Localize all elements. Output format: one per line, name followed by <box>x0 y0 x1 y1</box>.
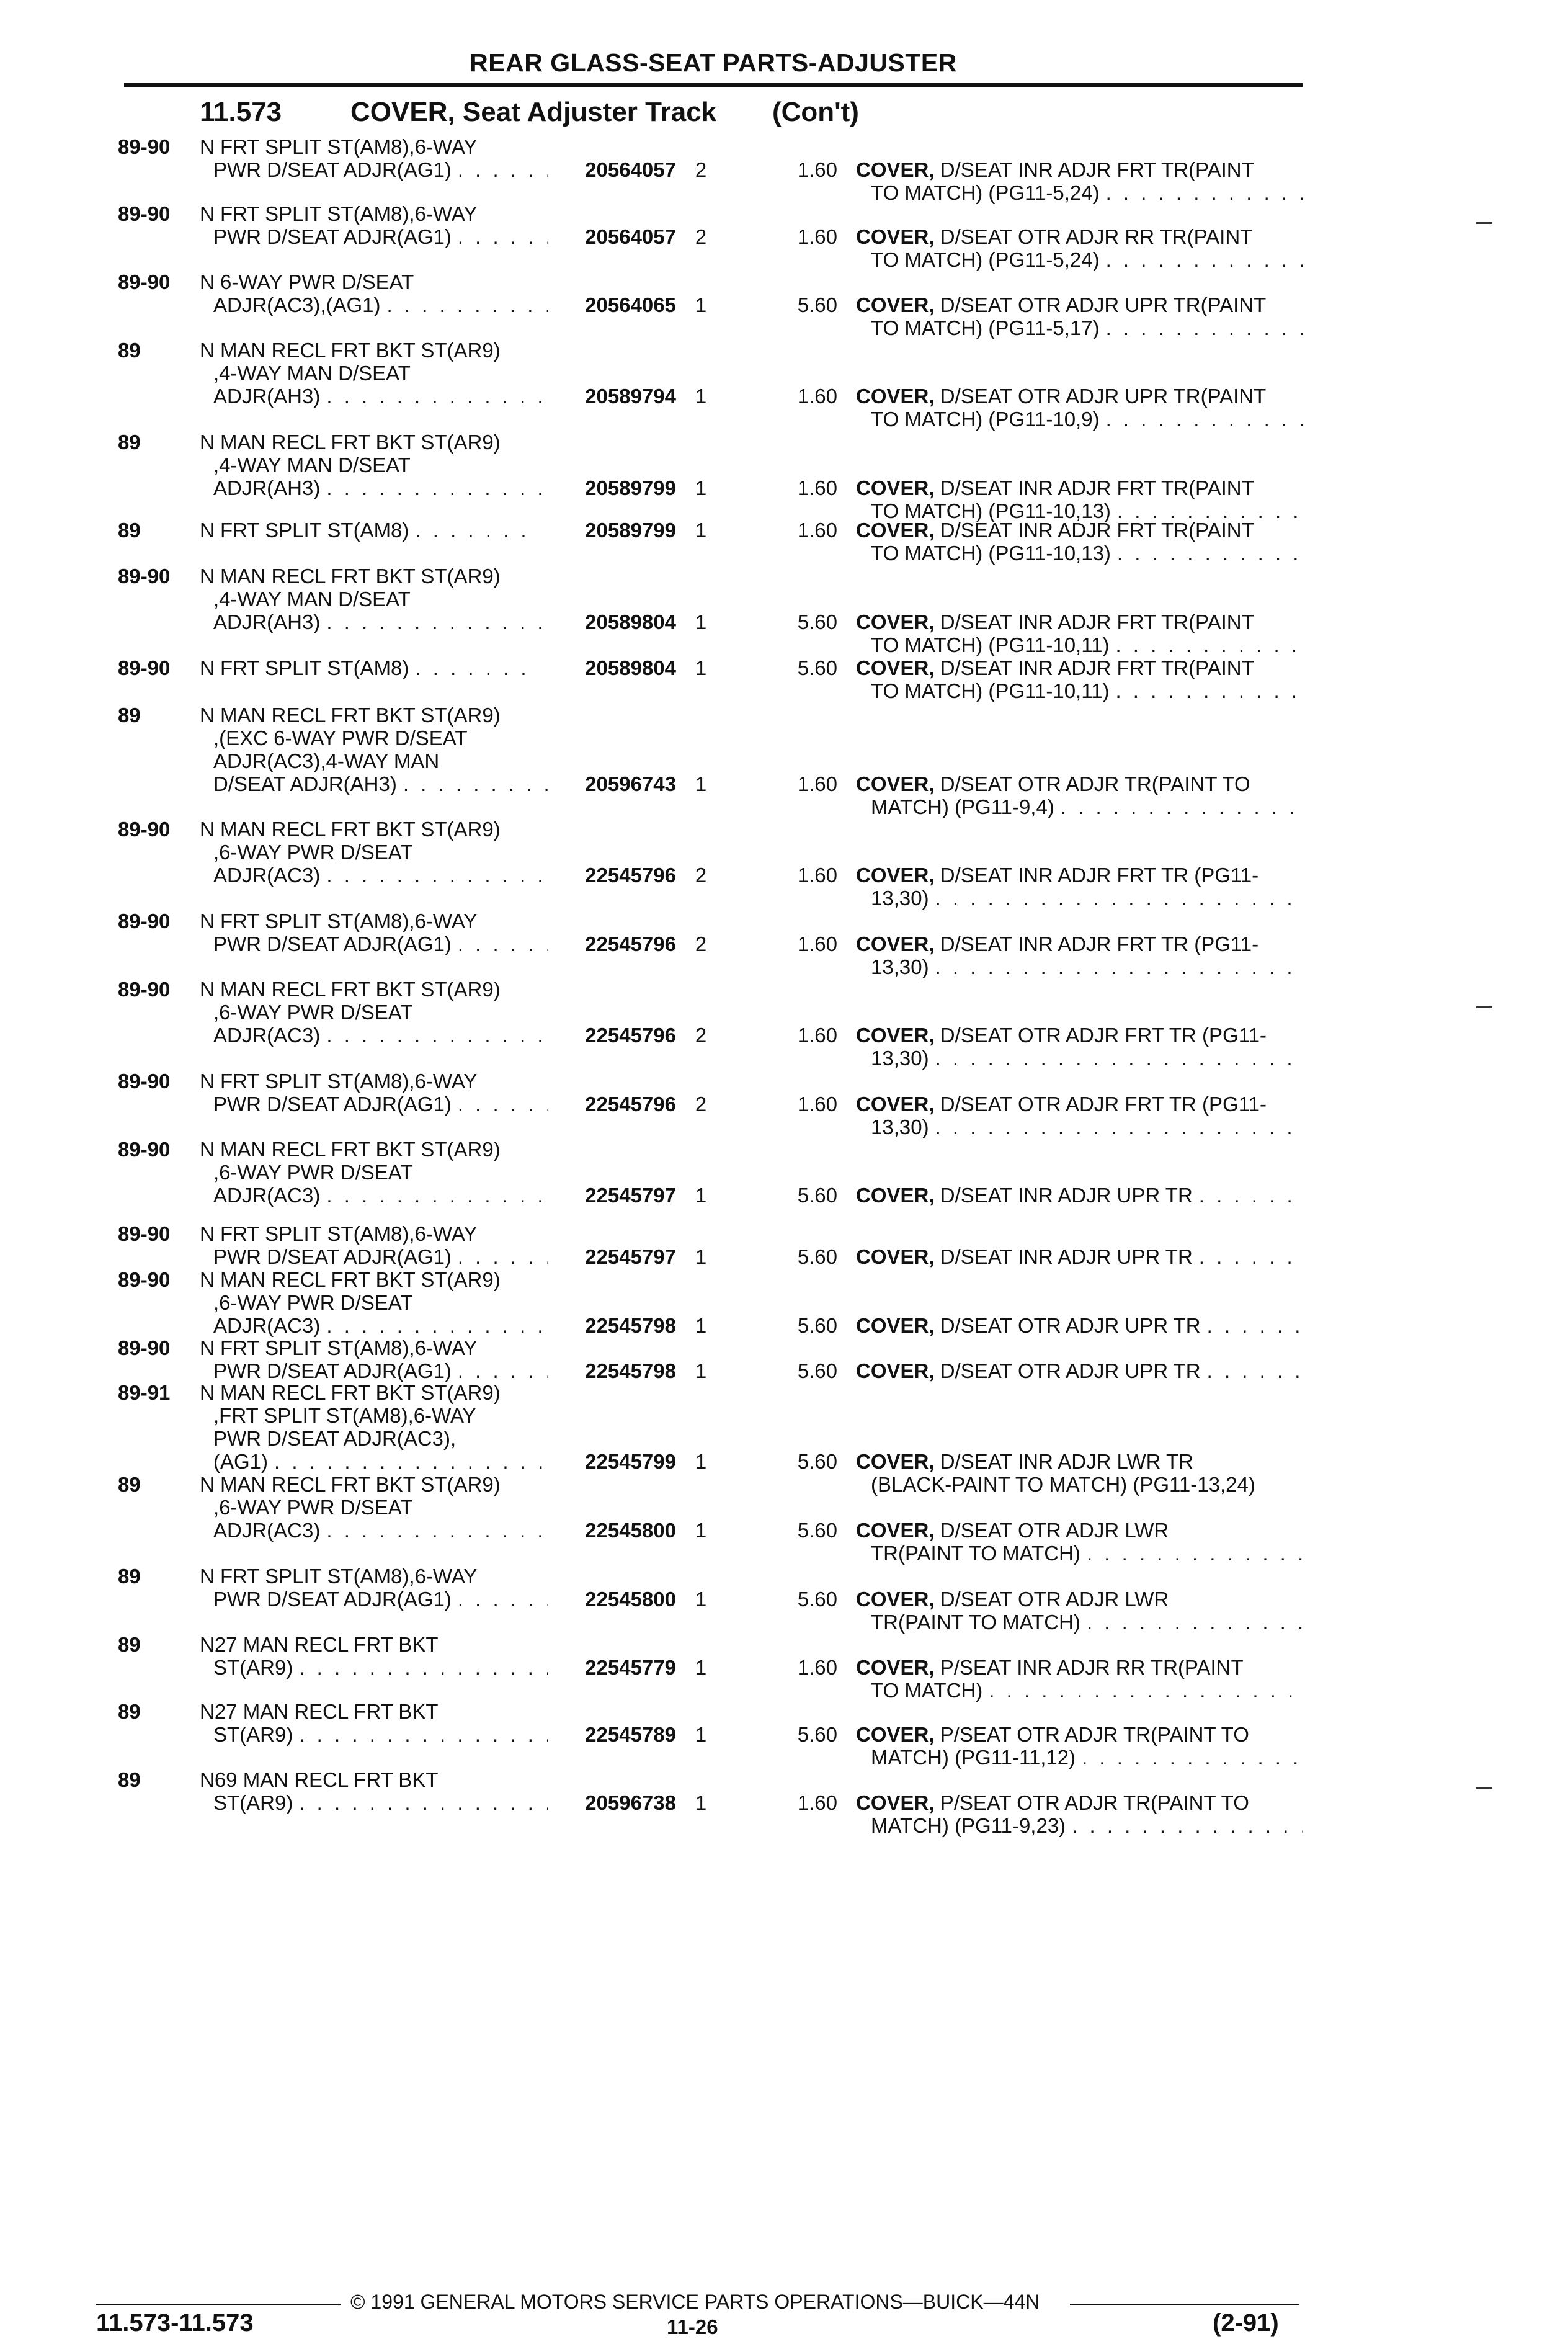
application-line: ADJR(AH3) <box>213 610 321 633</box>
description-line: TO MATCH) (PG11-5,24) <box>871 248 1100 271</box>
application-line: N FRT SPLIT ST(AM8),6-WAY <box>200 202 478 225</box>
footer-section-range: 11.573-11.573 <box>96 2309 254 2337</box>
application-line: D/SEAT ADJR(AH3) <box>213 772 397 795</box>
price: 1.60 <box>797 1656 837 1679</box>
quantity: 1 <box>695 519 707 542</box>
model-year: 89-90 <box>118 1268 171 1291</box>
model-year: 89-90 <box>118 202 171 225</box>
description-line: MATCH) (PG11-9,23) <box>871 1814 1066 1837</box>
margin-mark <box>1476 1787 1492 1789</box>
leader-dots <box>935 1116 1303 1138</box>
application-line: ADJR(AC3) <box>213 1519 321 1542</box>
quantity: 1 <box>695 1791 707 1814</box>
leader-dots <box>326 1024 548 1047</box>
model-year: 89-90 <box>118 978 171 1001</box>
application-line: ,(EXC 6-WAY PWR D/SEAT <box>213 727 468 749</box>
quantity: 1 <box>695 610 707 633</box>
application-line: N MAN RECL FRT BKT ST(AR9) <box>200 1138 501 1161</box>
part-number: 20596743 <box>585 772 676 795</box>
part-description <box>856 932 1315 978</box>
description-line: COVER, D/SEAT INR ADJR FRT TR(PAINT <box>856 476 1254 499</box>
part-description <box>856 293 1315 339</box>
part-description <box>856 519 1315 565</box>
application-line: N FRT SPLIT ST(AM8),6-WAY <box>200 1222 478 1245</box>
description-line: COVER, P/SEAT OTR ADJR TR(PAINT TO <box>856 1791 1249 1814</box>
model-year: 89-91 <box>118 1381 171 1404</box>
model-year: 89 <box>118 431 141 454</box>
leader-dots <box>1072 1814 1303 1837</box>
price: 5.60 <box>797 1359 837 1382</box>
description-line: COVER, D/SEAT OTR ADJR UPR TR <box>856 1314 1201 1337</box>
part-number: 20589804 <box>585 656 676 679</box>
part-number: 22545799 <box>585 1450 676 1473</box>
application-line: ,6-WAY PWR D/SEAT <box>213 1291 413 1314</box>
part-number: 22545798 <box>585 1359 676 1382</box>
model-year: 89 <box>118 1768 141 1791</box>
quantity: 1 <box>695 1656 707 1679</box>
description-line: COVER, D/SEAT INR ADJR FRT TR(PAINT <box>856 519 1254 542</box>
leader-dots <box>1207 1359 1303 1382</box>
leader-dots <box>458 932 548 955</box>
leader-dots <box>935 887 1303 910</box>
application-line: ADJR(AH3) <box>213 385 321 408</box>
description-line: MATCH) (PG11-9,4) <box>871 795 1054 818</box>
leader-dots <box>299 1723 548 1746</box>
leader-dots <box>458 1093 548 1116</box>
price: 5.60 <box>797 610 837 633</box>
leader-dots <box>1106 248 1303 271</box>
description-line: COVER, D/SEAT INR ADJR UPR TR <box>856 1245 1193 1268</box>
application-line: N MAN RECL FRT BKT ST(AR9) <box>200 818 501 841</box>
description-line: COVER, D/SEAT OTR ADJR FRT TR (PG11- <box>856 1093 1267 1116</box>
leader-dots <box>415 656 535 679</box>
application-line: N MAN RECL FRT BKT ST(AR9) <box>200 339 501 362</box>
description-line: 13,30) <box>871 1047 929 1070</box>
description-line: COVER, D/SEAT OTR ADJR RR TR(PAINT <box>856 225 1253 248</box>
quantity: 2 <box>695 932 707 955</box>
leader-dots <box>458 1588 548 1611</box>
page-title: REAR GLASS-SEAT PARTS-ADJUSTER <box>470 48 957 77</box>
description-line: (BLACK-PAINT TO MATCH) (PG11-13,24) <box>871 1473 1255 1496</box>
description-line: COVER, D/SEAT INR ADJR FRT TR(PAINT <box>856 656 1254 679</box>
leader-dots <box>1087 1611 1303 1634</box>
application-line: N FRT SPLIT ST(AM8),6-WAY <box>200 1565 478 1588</box>
application-line: N 6-WAY PWR D/SEAT <box>200 271 414 293</box>
leader-dots <box>326 864 548 887</box>
leader-dots <box>1115 633 1303 656</box>
description-line: COVER, D/SEAT INR ADJR FRT TR (PG11- <box>856 932 1259 955</box>
application-line: N MAN RECL FRT BKT ST(AR9) <box>200 1268 501 1291</box>
leader-dots <box>1115 679 1303 702</box>
application-line: ,4-WAY MAN D/SEAT <box>213 588 411 610</box>
leader-dots <box>1106 408 1303 431</box>
quantity: 2 <box>695 1024 707 1047</box>
application-line: N FRT SPLIT ST(AM8),6-WAY <box>200 135 478 158</box>
part-number: 20589794 <box>585 385 676 408</box>
quantity: 2 <box>695 864 707 887</box>
price: 5.60 <box>797 656 837 679</box>
footer-copyright: © 1991 GENERAL MOTORS SERVICE PARTS OPERATIONS—BUICK—44N <box>350 2291 1040 2313</box>
application-line: N MAN RECL FRT BKT ST(AR9) <box>200 565 501 588</box>
price: 1.60 <box>797 932 837 955</box>
description-line: COVER, D/SEAT OTR ADJR LWR <box>856 1519 1169 1542</box>
price: 1.60 <box>797 1024 837 1047</box>
part-number: 20564057 <box>585 158 676 181</box>
part-number: 22545779 <box>585 1656 676 1679</box>
description-line: COVER, D/SEAT INR ADJR FRT TR(PAINT <box>856 158 1254 181</box>
application-line: N FRT SPLIT ST(AM8),6-WAY <box>200 910 478 932</box>
quantity: 1 <box>695 656 707 679</box>
description-line: COVER, D/SEAT INR ADJR UPR TR <box>856 1184 1193 1207</box>
leader-dots <box>274 1450 548 1473</box>
part-number: 20564057 <box>585 225 676 248</box>
quantity: 1 <box>695 1184 707 1207</box>
description-line: TR(PAINT TO MATCH) <box>871 1542 1080 1565</box>
leader-dots <box>299 1791 548 1814</box>
leader-dots <box>458 1245 548 1268</box>
leader-dots <box>1199 1245 1303 1268</box>
price: 5.60 <box>797 1519 837 1542</box>
leader-dots <box>326 1184 548 1207</box>
application-line: N FRT SPLIT ST(AM8) <box>200 656 409 679</box>
part-number: 22545797 <box>585 1184 676 1207</box>
model-year: 89 <box>118 1565 141 1588</box>
description-line: 13,30) <box>871 887 929 910</box>
part-number: 22545789 <box>585 1723 676 1746</box>
application-line: PWR D/SEAT ADJR(AG1) <box>213 1093 452 1116</box>
header-rule <box>124 83 1303 87</box>
quantity: 1 <box>695 1519 707 1542</box>
description-line: COVER, D/SEAT INR ADJR FRT TR(PAINT <box>856 610 1254 633</box>
part-description <box>856 1093 1315 1138</box>
model-year: 89-90 <box>118 1222 171 1245</box>
part-number: 22545798 <box>585 1314 676 1337</box>
footer-page-number: 11-26 <box>667 2315 718 2338</box>
quantity: 1 <box>695 1450 707 1473</box>
quantity: 2 <box>695 225 707 248</box>
application-line: ADJR(AC3) <box>213 1314 321 1337</box>
description-line: COVER, D/SEAT OTR ADJR UPR TR(PAINT <box>856 385 1267 408</box>
description-line: TO MATCH) (PG11-10,11) <box>871 679 1110 702</box>
quantity: 1 <box>695 476 707 499</box>
model-year: 89-90 <box>118 135 171 158</box>
application-line: N MAN RECL FRT BKT ST(AR9) <box>200 704 501 727</box>
part-description <box>856 864 1315 910</box>
section-title: COVER, Seat Adjuster Track <box>350 97 717 127</box>
application-line: ADJR(AC3) <box>213 1184 321 1207</box>
description-line: COVER, D/SEAT OTR ADJR UPR TR <box>856 1359 1201 1382</box>
application-line: PWR D/SEAT ADJR(AG1) <box>213 225 452 248</box>
price: 1.60 <box>797 1791 837 1814</box>
part-description <box>856 1519 1315 1565</box>
part-description <box>856 225 1315 271</box>
price: 1.60 <box>797 1093 837 1116</box>
model-year: 89 <box>118 519 141 542</box>
leader-dots <box>403 772 548 795</box>
price: 1.60 <box>797 385 837 408</box>
description-line: COVER, D/SEAT OTR ADJR LWR <box>856 1588 1169 1611</box>
application-line: ADJR(AC3) <box>213 864 321 887</box>
price: 5.60 <box>797 1588 837 1611</box>
description-line: TO MATCH) (PG11-10,13) <box>871 542 1111 565</box>
application-line: N27 MAN RECL FRT BKT <box>200 1633 439 1656</box>
leader-dots <box>415 519 535 542</box>
margin-mark <box>1476 222 1492 224</box>
part-description <box>856 1791 1315 1837</box>
model-year: 89 <box>118 1473 141 1496</box>
application-line: ,6-WAY PWR D/SEAT <box>213 1001 413 1024</box>
footer-rule-right <box>1070 2304 1299 2305</box>
application-line: N MAN RECL FRT BKT ST(AR9) <box>200 1473 501 1496</box>
price: 1.60 <box>797 476 837 499</box>
continued-label: (Con't) <box>772 97 859 127</box>
leader-dots <box>326 385 548 408</box>
description-line: COVER, D/SEAT INR ADJR FRT TR (PG11- <box>856 864 1259 887</box>
model-year: 89 <box>118 1700 141 1723</box>
application-line: ADJR(AC3),4-WAY MAN <box>213 749 440 772</box>
part-description <box>856 610 1315 656</box>
footer-revision-date: (2-91) <box>1213 2309 1279 2337</box>
part-description <box>856 1314 1315 1337</box>
model-year: 89-90 <box>118 1336 171 1359</box>
model-year: 89 <box>118 339 141 362</box>
model-year: 89-90 <box>118 565 171 588</box>
application-line: N FRT SPLIT ST(AM8),6-WAY <box>200 1336 478 1359</box>
application-line: ,4-WAY MAN D/SEAT <box>213 454 411 476</box>
leader-dots <box>935 1047 1303 1070</box>
part-description <box>856 772 1315 818</box>
part-number: 22545796 <box>585 932 676 955</box>
part-description <box>856 1450 1315 1496</box>
leader-dots <box>458 1359 548 1382</box>
description-line: COVER, D/SEAT OTR ADJR FRT TR (PG11- <box>856 1024 1267 1047</box>
application-line: N MAN RECL FRT BKT ST(AR9) <box>200 431 501 454</box>
application-line: PWR D/SEAT ADJR(AG1) <box>213 158 452 181</box>
part-description <box>856 1024 1315 1070</box>
part-description <box>856 1588 1315 1634</box>
part-description <box>856 476 1315 522</box>
application-line: PWR D/SEAT ADJR(AC3), <box>213 1427 457 1450</box>
part-number: 20564065 <box>585 293 676 316</box>
quantity: 1 <box>695 293 707 316</box>
price: 5.60 <box>797 1245 837 1268</box>
description-line: TO MATCH) (PG11-10,11) <box>871 633 1110 656</box>
quantity: 1 <box>695 1314 707 1337</box>
price: 1.60 <box>797 225 837 248</box>
part-number: 20589799 <box>585 519 676 542</box>
price: 1.60 <box>797 864 837 887</box>
application-line: ,FRT SPLIT ST(AM8),6-WAY <box>213 1404 476 1427</box>
part-number: 22545800 <box>585 1588 676 1611</box>
application-line: N MAN RECL FRT BKT ST(AR9) <box>200 978 501 1001</box>
application-line: (AG1) <box>213 1450 269 1473</box>
description-line: TO MATCH) (PG11-10,9) <box>871 408 1100 431</box>
application-line: PWR D/SEAT ADJR(AG1) <box>213 932 452 955</box>
description-line: COVER, D/SEAT OTR ADJR TR(PAINT TO <box>856 772 1250 795</box>
leader-dots <box>1207 1314 1303 1337</box>
price: 5.60 <box>797 1450 837 1473</box>
leader-dots <box>458 225 548 248</box>
description-line: COVER, D/SEAT OTR ADJR UPR TR(PAINT <box>856 293 1267 316</box>
price: 5.60 <box>797 293 837 316</box>
application-line: N27 MAN RECL FRT BKT <box>200 1700 439 1723</box>
description-line: TO MATCH) (PG11-10,13) <box>871 499 1111 522</box>
description-line: MATCH) (PG11-11,12) <box>871 1746 1076 1769</box>
part-description <box>856 1359 1315 1382</box>
part-number: 22545796 <box>585 1024 676 1047</box>
description-line: TO MATCH) <box>871 1679 983 1702</box>
part-description <box>856 1723 1315 1769</box>
part-description <box>856 385 1315 431</box>
leader-dots <box>326 1314 548 1337</box>
model-year: 89 <box>118 1633 141 1656</box>
price: 5.60 <box>797 1184 837 1207</box>
description-line: TO MATCH) (PG11-5,24) <box>871 181 1100 204</box>
application-line: ADJR(AC3) <box>213 1024 321 1047</box>
leader-dots <box>1199 1184 1303 1207</box>
quantity: 1 <box>695 1245 707 1268</box>
part-number: 22545797 <box>585 1245 676 1268</box>
application-line: N FRT SPLIT ST(AM8),6-WAY <box>200 1070 478 1093</box>
leader-dots <box>1106 181 1303 204</box>
part-description <box>856 1184 1315 1207</box>
part-description <box>856 656 1315 702</box>
price: 1.60 <box>797 772 837 795</box>
application-line: ,6-WAY PWR D/SEAT <box>213 841 413 864</box>
quantity: 1 <box>695 772 707 795</box>
leader-dots <box>935 955 1303 978</box>
leader-dots <box>326 476 548 499</box>
application-line: ADJR(AH3) <box>213 476 321 499</box>
price: 5.60 <box>797 1314 837 1337</box>
application-line: PWR D/SEAT ADJR(AG1) <box>213 1359 452 1382</box>
leader-dots <box>1061 795 1303 818</box>
model-year: 89-90 <box>118 818 171 841</box>
part-number: 20589804 <box>585 610 676 633</box>
price: 1.60 <box>797 519 837 542</box>
section-number: 11.573 <box>200 97 282 127</box>
description-line: 13,30) <box>871 1116 929 1138</box>
price: 1.60 <box>797 158 837 181</box>
application-line: ST(AR9) <box>213 1656 293 1679</box>
quantity: 1 <box>695 1359 707 1382</box>
application-line: ST(AR9) <box>213 1723 293 1746</box>
application-line: PWR D/SEAT ADJR(AG1) <box>213 1245 452 1268</box>
model-year: 89-90 <box>118 1070 171 1093</box>
quantity: 1 <box>695 1723 707 1746</box>
leader-dots <box>1082 1746 1303 1769</box>
description-line: COVER, P/SEAT INR ADJR RR TR(PAINT <box>856 1656 1244 1679</box>
part-number: 20589799 <box>585 476 676 499</box>
part-description <box>856 158 1315 204</box>
leader-dots <box>387 293 548 316</box>
quantity: 2 <box>695 158 707 181</box>
model-year: 89-90 <box>118 910 171 932</box>
application-line: ,4-WAY MAN D/SEAT <box>213 362 411 385</box>
model-year: 89-90 <box>118 656 171 679</box>
leader-dots <box>989 1679 1303 1702</box>
application-line: PWR D/SEAT ADJR(AG1) <box>213 1588 452 1611</box>
leader-dots <box>326 610 548 633</box>
model-year: 89-90 <box>118 271 171 293</box>
leader-dots <box>1106 316 1303 339</box>
description-line: COVER, P/SEAT OTR ADJR TR(PAINT TO <box>856 1723 1249 1746</box>
quantity: 2 <box>695 1093 707 1116</box>
leader-dots <box>326 1519 548 1542</box>
quantity: 1 <box>695 385 707 408</box>
application-line: ,6-WAY PWR D/SEAT <box>213 1161 413 1184</box>
part-description <box>856 1656 1315 1702</box>
price: 5.60 <box>797 1723 837 1746</box>
footer-rule-left <box>96 2304 341 2305</box>
application-line: ADJR(AC3),(AG1) <box>213 293 381 316</box>
application-line: N FRT SPLIT ST(AM8) <box>200 519 409 542</box>
part-number: 22545800 <box>585 1519 676 1542</box>
leader-dots <box>1117 542 1303 565</box>
description-line: TR(PAINT TO MATCH) <box>871 1611 1080 1634</box>
part-number: 22545796 <box>585 1093 676 1116</box>
application-line: N69 MAN RECL FRT BKT <box>200 1768 439 1791</box>
leader-dots <box>1087 1542 1303 1565</box>
model-year: 89-90 <box>118 1138 171 1161</box>
application-line: ST(AR9) <box>213 1791 293 1814</box>
model-year: 89 <box>118 704 141 727</box>
part-number: 22545796 <box>585 864 676 887</box>
description-line: TO MATCH) (PG11-5,17) <box>871 316 1100 339</box>
application-line: ,6-WAY PWR D/SEAT <box>213 1496 413 1519</box>
description-line: 13,30) <box>871 955 929 978</box>
description-line: COVER, D/SEAT INR ADJR LWR TR <box>856 1450 1193 1473</box>
margin-mark <box>1476 1006 1492 1008</box>
leader-dots <box>299 1656 548 1679</box>
part-number: 20596738 <box>585 1791 676 1814</box>
quantity: 1 <box>695 1588 707 1611</box>
part-description <box>856 1245 1315 1268</box>
leader-dots <box>458 158 548 181</box>
application-line: N MAN RECL FRT BKT ST(AR9) <box>200 1381 501 1404</box>
